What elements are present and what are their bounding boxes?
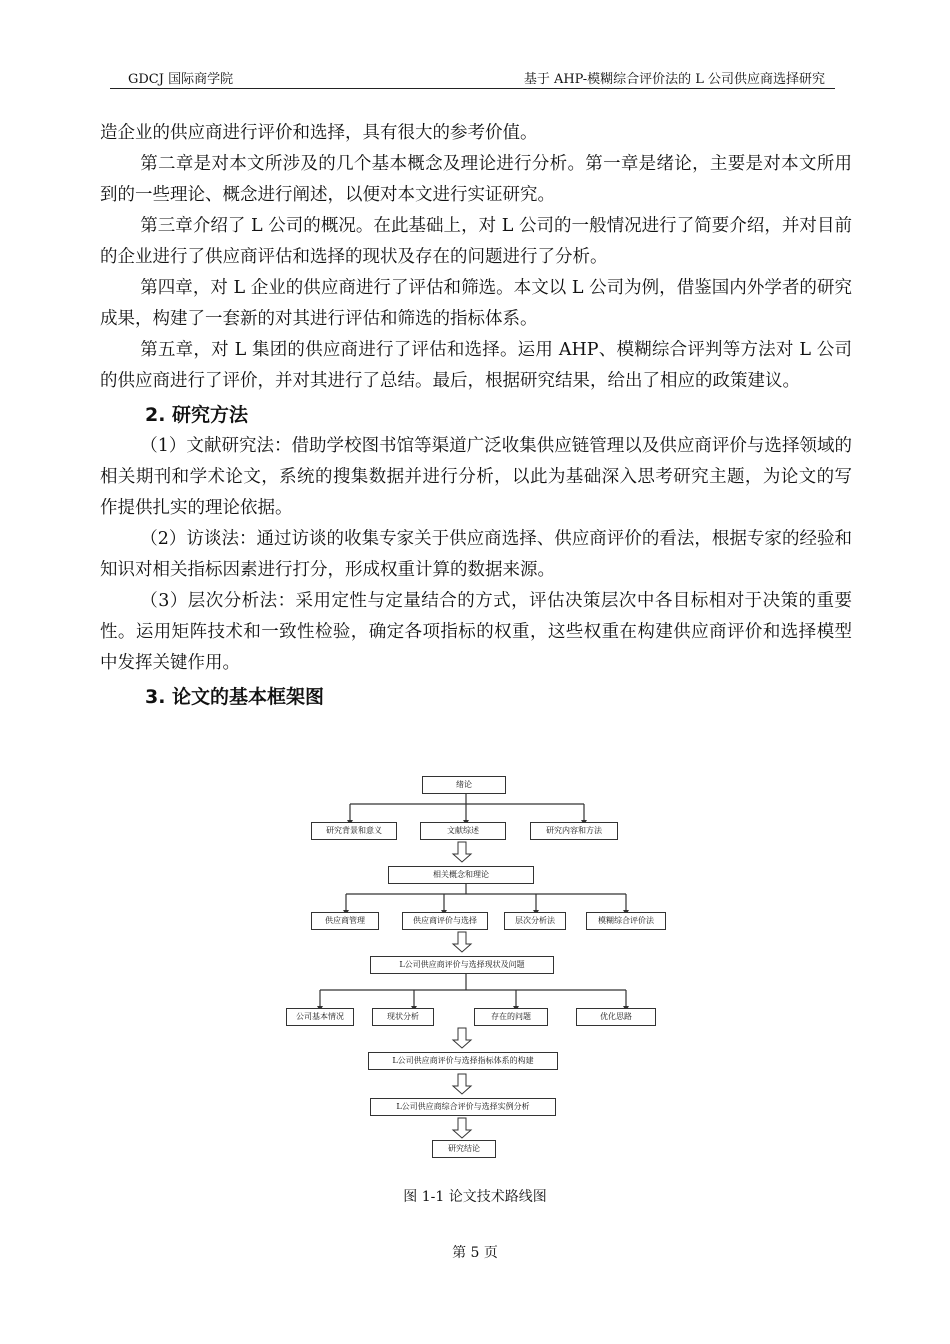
flow-box-company-basics: 公司基本情况 [286, 1008, 354, 1026]
flow-box-ahp: 层次分析法 [504, 912, 566, 930]
section-heading-methods: 2. 研究方法 [145, 404, 249, 426]
flow-box-supplier-mgmt: 供应商管理 [311, 912, 379, 930]
flowchart [284, 768, 668, 1168]
flow-box-optimization: 优化思路 [576, 1008, 656, 1026]
flow-box-status-analysis: 现状分析 [372, 1008, 434, 1026]
flow-box-introduction: 绪论 [422, 776, 506, 794]
paragraph: 第五章，对 L 集团的供应商进行了评估和选择。运用 AHP、模糊综合评判等方法对 L 公司的供应商进行了评价，并对其进行了总结。最后，根据研究结果，给出了相应的政策建议。 [100, 340, 852, 391]
page-header [110, 66, 835, 89]
flow-box-background: 研究背景和意义 [311, 822, 397, 840]
paragraph: （3）层次分析法：采用定性与定量结合的方式，评估决策层次中各目标相对于决策的重要性。运用矩阵技术和一致性检验，确定各项指标的权重，这些权重在构建供应商评价和选择模型中发挥关键作用。 [100, 591, 852, 673]
paragraph: 第二章是对本文所涉及的几个基本概念及理论进行分析。第一章是绪论，主要是对本文所用到的一些理论、概念进行阐述，以便对本文进行实证研究。 [100, 154, 852, 205]
header-institution: GDCJ 国际商学院 [128, 72, 234, 87]
flow-box-conclusion: 研究结论 [432, 1140, 496, 1158]
flow-box-theory: 相关概念和理论 [388, 866, 534, 884]
body-text [100, 118, 852, 713]
flow-box-index-system: L公司供应商评价与选择指标体系的构建 [368, 1052, 558, 1070]
flow-box-literature: 文献综述 [420, 822, 506, 840]
header-thesis-title: 基于 AHP-模糊综合评价法的 L 公司供应商选择研究 [523, 72, 825, 87]
flow-box-case-analysis: L公司供应商综合评价与选择实例分析 [370, 1098, 556, 1116]
figure-caption: 图 1-1 论文技术路线图 [403, 1189, 547, 1205]
paragraph: （2）访谈法：通过访谈的收集专家关于供应商选择、供应商评价的看法，根据专家的经验和知识对相关指标因素进行打分，形成权重计算的数据来源。 [100, 529, 852, 580]
flow-box-supplier-eval: 供应商评价与选择 [402, 912, 488, 930]
paragraph: 第三章介绍了 L 公司的概况。在此基础上，对 L 公司的一般情况进行了简要介绍，并对目前的企业进行了供应商评估和选择的现状及存在的问题进行了分析。 [100, 216, 852, 267]
page-number: 第 5 页 [452, 1245, 498, 1261]
paragraph: 第四章，对 L 企业的供应商进行了评估和筛选。本文以 L 公司为例，借鉴国内外学者的研究成果，构建了一套新的对其进行评估和筛选的指标体系。 [100, 278, 852, 329]
flow-box-fuzzy: 模糊综合评价法 [586, 912, 666, 930]
paragraph: （1）文献研究法：借助学校图书馆等渠道广泛收集供应链管理以及供应商评价与选择领域的相关期刊和学术论文，系统的搜集数据并进行分析，以此为基础深入思考研究主题，为论文的写作提供扎实的理论依据。 [100, 436, 852, 518]
flow-box-content-methods: 研究内容和方法 [530, 822, 618, 840]
flow-box-problems: 存在的问题 [474, 1008, 548, 1026]
section-heading-framework: 3. 论文的基本框架图 [145, 686, 325, 708]
flow-box-status-problems: L公司供应商评价与选择现状及问题 [370, 956, 554, 974]
paragraph: 造企业的供应商进行评价和选择，具有很大的参考价值。 [100, 123, 538, 143]
